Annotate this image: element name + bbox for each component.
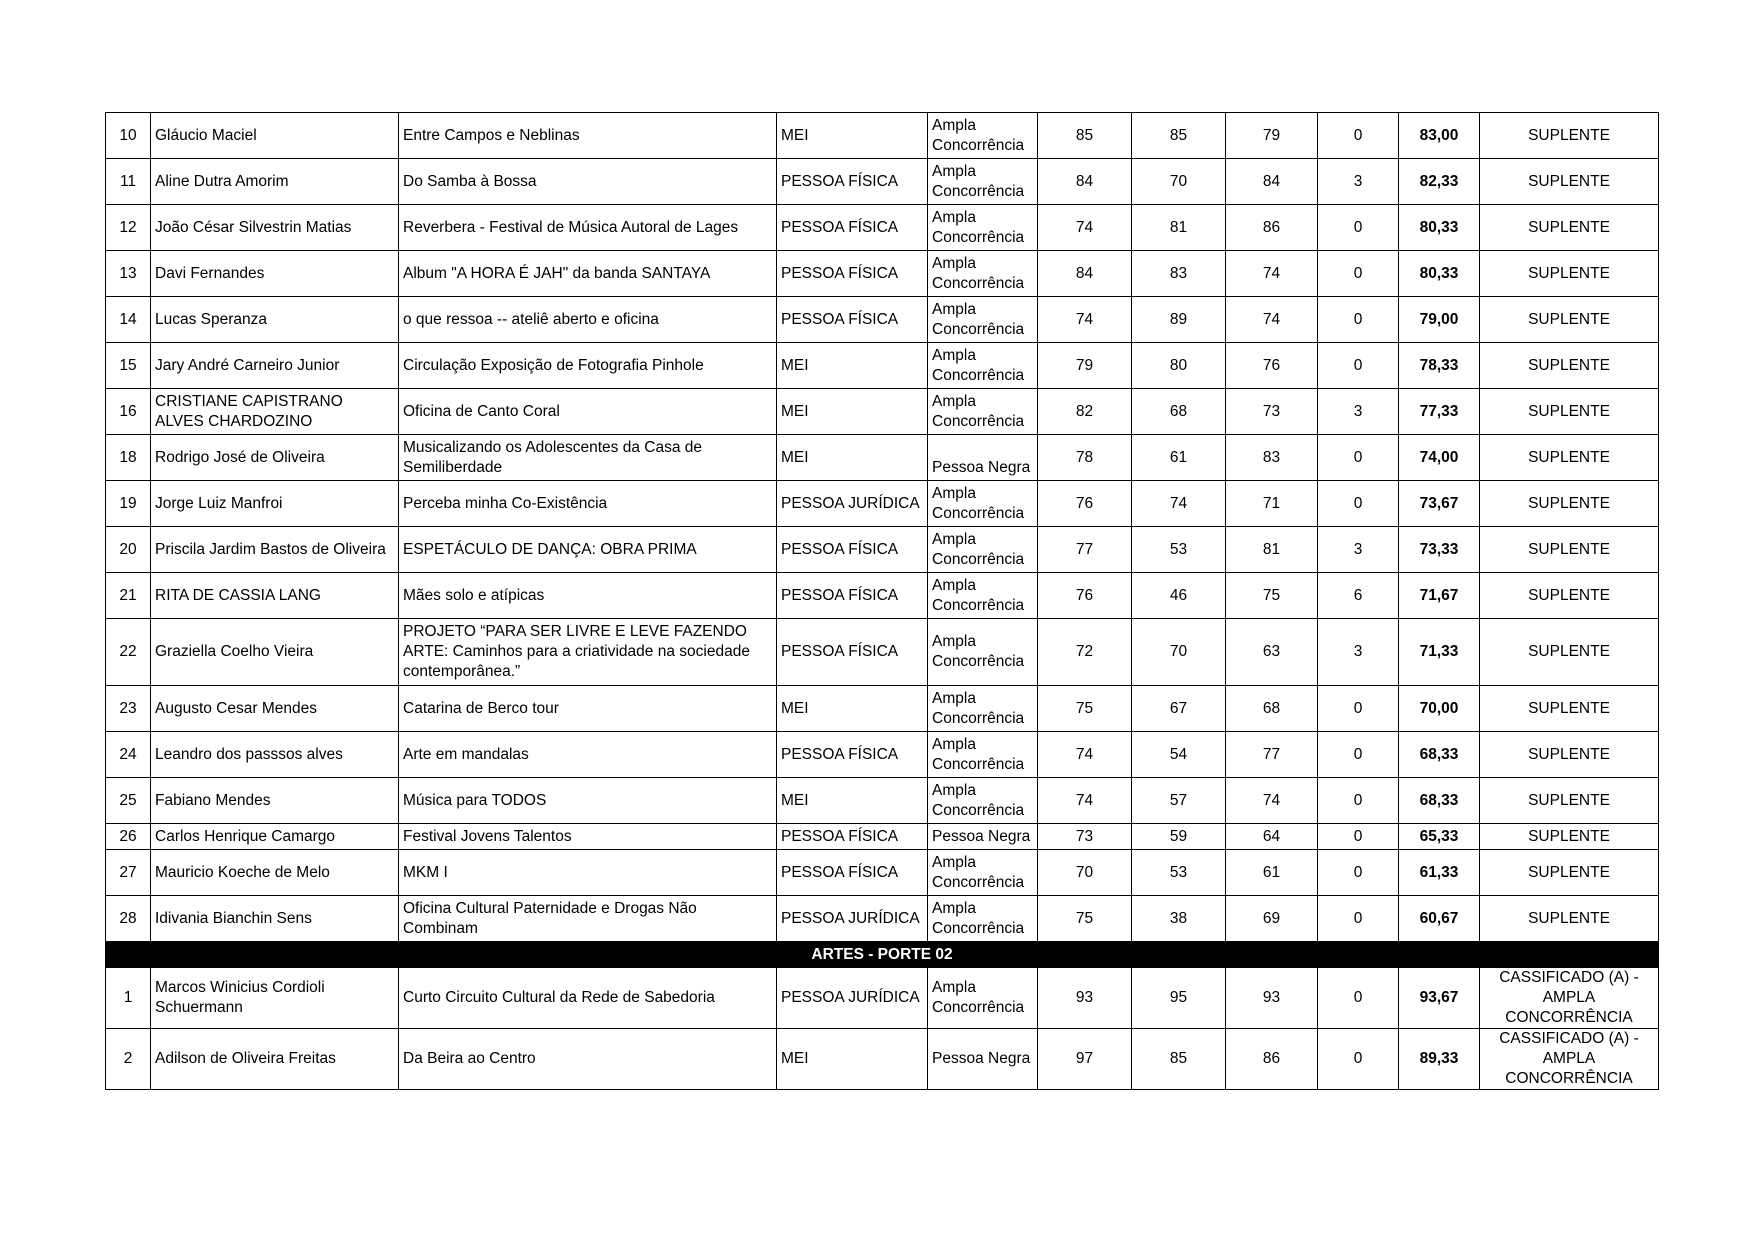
table-row: [106, 527, 1659, 573]
score-1: 70: [1038, 850, 1132, 896]
score-3: 77: [1226, 732, 1318, 778]
proponent-name: Rodrigo José de Oliveira: [151, 435, 399, 481]
bonus-points: 3: [1318, 159, 1399, 205]
status: SUPLENTE: [1480, 343, 1659, 389]
modality: Ampla Concorrência: [928, 205, 1038, 251]
score-2: 46: [1132, 573, 1226, 619]
score-2: 54: [1132, 732, 1226, 778]
project-name: Da Beira ao Centro: [399, 1029, 777, 1090]
score-3: 84: [1226, 159, 1318, 205]
bonus-points: 0: [1318, 732, 1399, 778]
score-1: 97: [1038, 1029, 1132, 1090]
score-2: 70: [1132, 619, 1226, 686]
score-1: 79: [1038, 343, 1132, 389]
bonus-points: 0: [1318, 435, 1399, 481]
proponent-type: PESSOA FÍSICA: [777, 297, 928, 343]
proponent-type: PESSOA FÍSICA: [777, 251, 928, 297]
final-score: 74,00: [1399, 435, 1480, 481]
score-2: 85: [1132, 1029, 1226, 1090]
proponent-type: MEI: [777, 778, 928, 824]
status: SUPLENTE: [1480, 527, 1659, 573]
status: SUPLENTE: [1480, 619, 1659, 686]
proponent-name: Marcos Winicius Cordioli Schuermann: [151, 968, 399, 1029]
proponent-type: MEI: [777, 1029, 928, 1090]
final-score: 61,33: [1399, 850, 1480, 896]
score-1: 84: [1038, 159, 1132, 205]
table-row: [106, 778, 1659, 824]
proponent-type: PESSOA FÍSICA: [777, 205, 928, 251]
row-number: 28: [106, 896, 151, 942]
row-number: 14: [106, 297, 151, 343]
status: SUPLENTE: [1480, 573, 1659, 619]
bonus-points: 0: [1318, 850, 1399, 896]
final-score: 80,33: [1399, 251, 1480, 297]
bonus-points: 6: [1318, 573, 1399, 619]
project-name: Oficina Cultural Paternidade e Drogas Não Combinam: [399, 896, 777, 942]
score-3: 73: [1226, 389, 1318, 435]
proponent-type: PESSOA FÍSICA: [777, 573, 928, 619]
table-row: [106, 297, 1659, 343]
final-score: 73,33: [1399, 527, 1480, 573]
final-score: 93,67: [1399, 968, 1480, 1029]
proponent-name: Davi Fernandes: [151, 251, 399, 297]
proponent-name: Aline Dutra Amorim: [151, 159, 399, 205]
results-table: [105, 112, 1659, 1090]
proponent-name: CRISTIANE CAPISTRANO ALVES CHARDOZINO: [151, 389, 399, 435]
status: SUPLENTE: [1480, 113, 1659, 159]
score-1: 85: [1038, 113, 1132, 159]
row-number: 22: [106, 619, 151, 686]
score-3: 63: [1226, 619, 1318, 686]
score-3: 79: [1226, 113, 1318, 159]
proponent-type: MEI: [777, 389, 928, 435]
table-row: [106, 573, 1659, 619]
final-score: 68,33: [1399, 732, 1480, 778]
table-row: [106, 251, 1659, 297]
proponent-type: PESSOA FÍSICA: [777, 850, 928, 896]
project-name: Oficina de Canto Coral: [399, 389, 777, 435]
project-name: Música para TODOS: [399, 778, 777, 824]
proponent-name: Idivania Bianchin Sens: [151, 896, 399, 942]
results-table-body: [106, 113, 1659, 1090]
row-number: 24: [106, 732, 151, 778]
score-3: 76: [1226, 343, 1318, 389]
final-score: 65,33: [1399, 824, 1480, 850]
score-1: 93: [1038, 968, 1132, 1029]
table-row: [106, 850, 1659, 896]
score-2: 68: [1132, 389, 1226, 435]
modality: Ampla Concorrência: [928, 686, 1038, 732]
status: CASSIFICADO (A) - AMPLA CONCORRÊNCIA: [1480, 1029, 1659, 1090]
score-2: 85: [1132, 113, 1226, 159]
score-3: 74: [1226, 251, 1318, 297]
final-score: 77,33: [1399, 389, 1480, 435]
status: SUPLENTE: [1480, 297, 1659, 343]
row-number: 10: [106, 113, 151, 159]
score-3: 61: [1226, 850, 1318, 896]
project-name: ESPETÁCULO DE DANÇA: OBRA PRIMA: [399, 527, 777, 573]
score-2: 80: [1132, 343, 1226, 389]
score-1: 75: [1038, 686, 1132, 732]
final-score: 71,67: [1399, 573, 1480, 619]
score-1: 74: [1038, 778, 1132, 824]
score-1: 74: [1038, 297, 1132, 343]
score-1: 74: [1038, 732, 1132, 778]
final-score: 78,33: [1399, 343, 1480, 389]
proponent-name: Jorge Luiz Manfroi: [151, 481, 399, 527]
final-score: 79,00: [1399, 297, 1480, 343]
score-3: 83: [1226, 435, 1318, 481]
proponent-name: Priscila Jardim Bastos de Oliveira: [151, 527, 399, 573]
modality: Ampla Concorrência: [928, 619, 1038, 686]
status: SUPLENTE: [1480, 481, 1659, 527]
proponent-type: MEI: [777, 343, 928, 389]
proponent-type: MEI: [777, 686, 928, 732]
score-2: 61: [1132, 435, 1226, 481]
bonus-points: 0: [1318, 824, 1399, 850]
final-score: 73,67: [1399, 481, 1480, 527]
status: SUPLENTE: [1480, 732, 1659, 778]
project-name: Entre Campos e Neblinas: [399, 113, 777, 159]
modality: Pessoa Negra: [928, 824, 1038, 850]
row-number: 12: [106, 205, 151, 251]
section-title: ARTES - PORTE 02: [106, 942, 1659, 968]
row-number: 26: [106, 824, 151, 850]
score-3: 74: [1226, 778, 1318, 824]
row-number: 1: [106, 968, 151, 1029]
score-3: 74: [1226, 297, 1318, 343]
table-row: [106, 389, 1659, 435]
final-score: 68,33: [1399, 778, 1480, 824]
modality: Ampla Concorrência: [928, 389, 1038, 435]
status: SUPLENTE: [1480, 850, 1659, 896]
proponent-name: Augusto Cesar Mendes: [151, 686, 399, 732]
row-number: 21: [106, 573, 151, 619]
project-name: Catarina de Berco tour: [399, 686, 777, 732]
table-row: [106, 968, 1659, 1029]
bonus-points: 0: [1318, 481, 1399, 527]
project-name: Mães solo e atípicas: [399, 573, 777, 619]
project-name: PROJETO “PARA SER LIVRE E LEVE FAZENDO ARTE: Caminhos para a criatividade na sociedade contemporânea.”: [399, 619, 777, 686]
table-row: [106, 205, 1659, 251]
proponent-name: Carlos Henrique Camargo: [151, 824, 399, 850]
score-1: 77: [1038, 527, 1132, 573]
proponent-name: Adilson de Oliveira Freitas: [151, 1029, 399, 1090]
score-2: 53: [1132, 850, 1226, 896]
score-2: 81: [1132, 205, 1226, 251]
final-score: 71,33: [1399, 619, 1480, 686]
score-3: 86: [1226, 205, 1318, 251]
bonus-points: 0: [1318, 251, 1399, 297]
status: SUPLENTE: [1480, 435, 1659, 481]
score-2: 89: [1132, 297, 1226, 343]
final-score: 60,67: [1399, 896, 1480, 942]
proponent-type: MEI: [777, 113, 928, 159]
status: SUPLENTE: [1480, 159, 1659, 205]
project-name: Perceba minha Co-Existência: [399, 481, 777, 527]
modality: Ampla Concorrência: [928, 251, 1038, 297]
table-row: [106, 619, 1659, 686]
modality: Ampla Concorrência: [928, 159, 1038, 205]
row-number: 20: [106, 527, 151, 573]
table-row: [106, 824, 1659, 850]
table-row: [106, 481, 1659, 527]
row-number: 13: [106, 251, 151, 297]
table-row: [106, 732, 1659, 778]
row-number: 19: [106, 481, 151, 527]
table-row: [106, 686, 1659, 732]
bonus-points: 0: [1318, 113, 1399, 159]
final-score: 80,33: [1399, 205, 1480, 251]
bonus-points: 0: [1318, 1029, 1399, 1090]
score-1: 84: [1038, 251, 1132, 297]
proponent-name: Fabiano Mendes: [151, 778, 399, 824]
project-name: Reverbera - Festival de Música Autoral de Lages: [399, 205, 777, 251]
proponent-type: PESSOA JURÍDICA: [777, 968, 928, 1029]
score-2: 53: [1132, 527, 1226, 573]
bonus-points: 3: [1318, 619, 1399, 686]
status: SUPLENTE: [1480, 251, 1659, 297]
modality: Ampla Concorrência: [928, 297, 1038, 343]
score-1: 73: [1038, 824, 1132, 850]
row-number: 23: [106, 686, 151, 732]
table-row: [106, 113, 1659, 159]
proponent-type: PESSOA FÍSICA: [777, 527, 928, 573]
project-name: Circulação Exposição de Fotografia Pinhole: [399, 343, 777, 389]
project-name: Curto Circuito Cultural da Rede de Sabedoria: [399, 968, 777, 1029]
proponent-type: PESSOA JURÍDICA: [777, 481, 928, 527]
row-number: 2: [106, 1029, 151, 1090]
bonus-points: 0: [1318, 968, 1399, 1029]
proponent-name: Jary André Carneiro Junior: [151, 343, 399, 389]
status: CASSIFICADO (A) - AMPLA CONCORRÊNCIA: [1480, 968, 1659, 1029]
project-name: MKM I: [399, 850, 777, 896]
modality: Ampla Concorrência: [928, 778, 1038, 824]
modality: Ampla Concorrência: [928, 968, 1038, 1029]
table-row: [106, 435, 1659, 481]
score-3: 68: [1226, 686, 1318, 732]
proponent-name: João César Silvestrin Matias: [151, 205, 399, 251]
final-score: 89,33: [1399, 1029, 1480, 1090]
modality: Ampla Concorrência: [928, 732, 1038, 778]
status: SUPLENTE: [1480, 824, 1659, 850]
bonus-points: 0: [1318, 205, 1399, 251]
score-3: 69: [1226, 896, 1318, 942]
status: SUPLENTE: [1480, 205, 1659, 251]
bonus-points: 0: [1318, 686, 1399, 732]
score-2: 70: [1132, 159, 1226, 205]
proponent-type: PESSOA JURÍDICA: [777, 896, 928, 942]
proponent-type: PESSOA FÍSICA: [777, 732, 928, 778]
score-1: 76: [1038, 481, 1132, 527]
proponent-name: Mauricio Koeche de Melo: [151, 850, 399, 896]
score-1: 76: [1038, 573, 1132, 619]
table-row: [106, 159, 1659, 205]
project-name: Festival Jovens Talentos: [399, 824, 777, 850]
score-3: 75: [1226, 573, 1318, 619]
score-1: 72: [1038, 619, 1132, 686]
score-3: 93: [1226, 968, 1318, 1029]
row-number: 11: [106, 159, 151, 205]
table-row: [106, 1029, 1659, 1090]
proponent-type: MEI: [777, 435, 928, 481]
table-row: [106, 896, 1659, 942]
proponent-name: Leandro dos passsos alves: [151, 732, 399, 778]
status: SUPLENTE: [1480, 389, 1659, 435]
score-1: 78: [1038, 435, 1132, 481]
row-number: 15: [106, 343, 151, 389]
score-2: 67: [1132, 686, 1226, 732]
modality: Pessoa Negra: [928, 435, 1038, 481]
final-score: 70,00: [1399, 686, 1480, 732]
status: SUPLENTE: [1480, 778, 1659, 824]
bonus-points: 3: [1318, 527, 1399, 573]
proponent-type: PESSOA FÍSICA: [777, 159, 928, 205]
project-name: Album "A HORA É JAH" da banda SANTAYA: [399, 251, 777, 297]
bonus-points: 0: [1318, 896, 1399, 942]
modality: Ampla Concorrência: [928, 573, 1038, 619]
proponent-type: PESSOA FÍSICA: [777, 824, 928, 850]
score-2: 74: [1132, 481, 1226, 527]
proponent-type: PESSOA FÍSICA: [777, 619, 928, 686]
bonus-points: 0: [1318, 343, 1399, 389]
table-row: [106, 343, 1659, 389]
proponent-name: RITA DE CASSIA LANG: [151, 573, 399, 619]
status: SUPLENTE: [1480, 686, 1659, 732]
proponent-name: Graziella Coelho Vieira: [151, 619, 399, 686]
row-number: 18: [106, 435, 151, 481]
proponent-name: Gláucio Maciel: [151, 113, 399, 159]
modality: Ampla Concorrência: [928, 850, 1038, 896]
modality: Ampla Concorrência: [928, 527, 1038, 573]
bonus-points: 0: [1318, 297, 1399, 343]
modality: Ampla Concorrência: [928, 343, 1038, 389]
modality: Ampla Concorrência: [928, 481, 1038, 527]
row-number: 25: [106, 778, 151, 824]
status: SUPLENTE: [1480, 896, 1659, 942]
bonus-points: 0: [1318, 778, 1399, 824]
project-name: Do Samba à Bossa: [399, 159, 777, 205]
modality: Pessoa Negra: [928, 1029, 1038, 1090]
final-score: 82,33: [1399, 159, 1480, 205]
score-1: 82: [1038, 389, 1132, 435]
final-score: 83,00: [1399, 113, 1480, 159]
section-header-row: [106, 942, 1659, 968]
modality: Ampla Concorrência: [928, 896, 1038, 942]
score-2: 83: [1132, 251, 1226, 297]
project-name: o que ressoa -- ateliê aberto e oficina: [399, 297, 777, 343]
score-3: 81: [1226, 527, 1318, 573]
score-1: 75: [1038, 896, 1132, 942]
modality: Ampla Concorrência: [928, 113, 1038, 159]
score-2: 59: [1132, 824, 1226, 850]
score-2: 95: [1132, 968, 1226, 1029]
score-3: 71: [1226, 481, 1318, 527]
score-2: 57: [1132, 778, 1226, 824]
bonus-points: 3: [1318, 389, 1399, 435]
score-3: 64: [1226, 824, 1318, 850]
project-name: Arte em mandalas: [399, 732, 777, 778]
score-1: 74: [1038, 205, 1132, 251]
row-number: 27: [106, 850, 151, 896]
project-name: Musicalizando os Adolescentes da Casa de Semiliberdade: [399, 435, 777, 481]
row-number: 16: [106, 389, 151, 435]
proponent-name: Lucas Speranza: [151, 297, 399, 343]
score-3: 86: [1226, 1029, 1318, 1090]
score-2: 38: [1132, 896, 1226, 942]
